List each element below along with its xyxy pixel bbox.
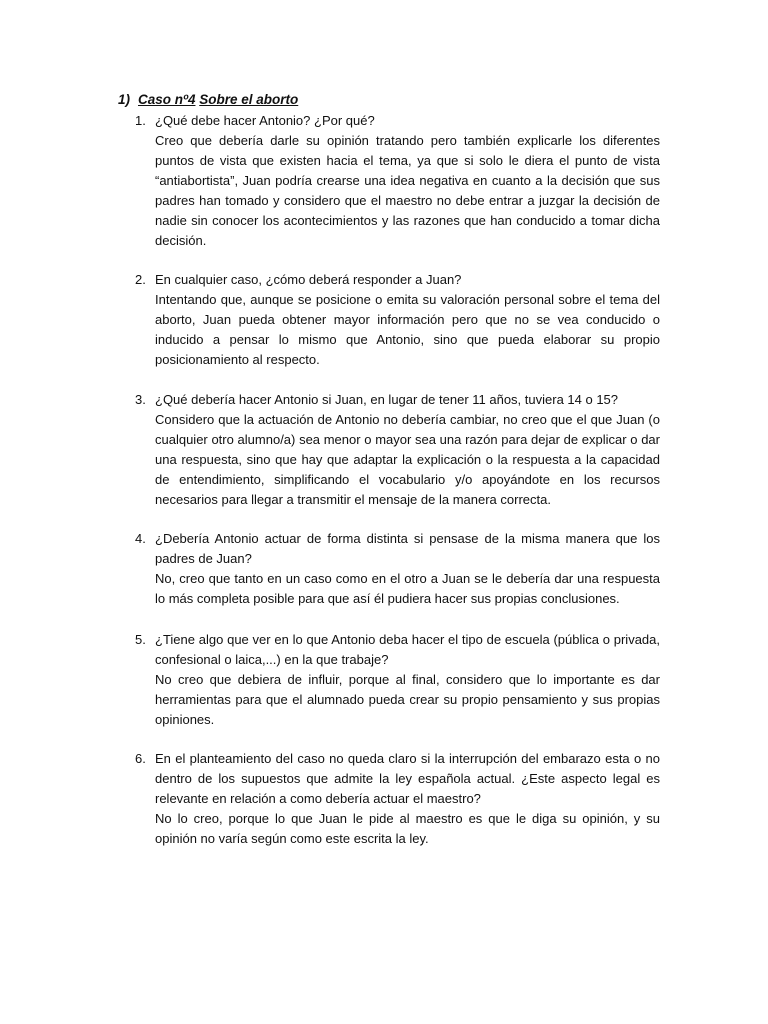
section-heading: [118, 90, 298, 110]
question-item: [135, 529, 660, 609]
question-number: 4.: [135, 531, 146, 546]
question-item: [135, 749, 660, 849]
question-item: [135, 111, 660, 251]
question-text: ¿Tiene algo que ver en lo que Antonio deba hacer el tipo de escuela (pública o privada, confesional o laica,...) en la que trabaje?: [155, 632, 660, 667]
answer-text: No creo que debiera de influir, porque al final, considero que lo importante es dar herramientas para que el alumnado pueda crear su propio pensamiento y sus propias opiniones.: [155, 672, 660, 727]
question-number: 5.: [135, 632, 146, 647]
question-number: 3.: [135, 392, 146, 407]
heading-title: Sobre el aborto: [199, 92, 299, 107]
question-item: [135, 390, 660, 510]
question-text: ¿Debería Antonio actuar de forma distinta si pensase de la misma manera que los padres de Juan?: [155, 531, 660, 566]
answer-text: No, creo que tanto en un caso como en el otro a Juan se le debería dar una respuesta lo más completa posible para que así él pudiera hacer sus propias conclusiones.: [155, 571, 660, 606]
question-text: En el planteamiento del caso no queda claro si la interrupción del embarazo esta o no dentro de los supuestos que admite la ley española actual. ¿Este aspecto legal es relevante en relación a como debería actuar el maestro?: [155, 751, 660, 806]
question-text: ¿Qué debe hacer Antonio? ¿Por qué?: [155, 113, 375, 128]
question-number: 1.: [135, 113, 146, 128]
answer-text: Creo que debería darle su opinión tratando pero también explicarle los diferentes puntos de vista que existen hacia el tema, ya que si solo le diera el punto de vista “antiabortista”, Juan podría crearse una idea negativa en cuanto a la decisión que sus padres han tomado y considero que el maestro no debe entrar a juzgar la decisión de nadie sin conocer los acontecimientos y las razones que han conducido a tomar dicha decisión.: [155, 133, 660, 248]
heading-number: 1): [118, 92, 131, 107]
question-item: [135, 630, 660, 730]
heading-case-label: Caso nº4: [138, 92, 196, 107]
question-number: 6.: [135, 751, 146, 766]
question-text: ¿Qué debería hacer Antonio si Juan, en lugar de tener 11 años, tuviera 14 o 15?: [155, 392, 619, 407]
question-number: 2.: [135, 272, 146, 287]
answer-text: Intentando que, aunque se posicione o emita su valoración personal sobre el tema del aborto, Juan pueda obtener mayor información pero que no se vea conducido o inducido a pensar lo mismo que Antonio, sino que pueda elaborar su propio posicionamiento al respecto.: [155, 292, 660, 367]
answer-text: No lo creo, porque lo que Juan le pide al maestro es que le diga su opinión, y su opinión no varía según como este escrita la ley.: [155, 811, 660, 846]
answer-text: Considero que la actuación de Antonio no debería cambiar, no creo que el que Juan (o cualquier otro alumno/a) sea menor o mayor sea una razón para dejar de explicar o dar una respuesta, sino que hay que adaptar la explicación o la respuesta a la capacidad de entendimiento, simplificando el vocabulario y/o apoyándote en los recursos necesarios para llegar a transmitir el mensaje de la manera correcta.: [155, 412, 660, 507]
question-item: [135, 270, 660, 370]
question-text: En cualquier caso, ¿cómo deberá responder a Juan?: [155, 272, 462, 287]
